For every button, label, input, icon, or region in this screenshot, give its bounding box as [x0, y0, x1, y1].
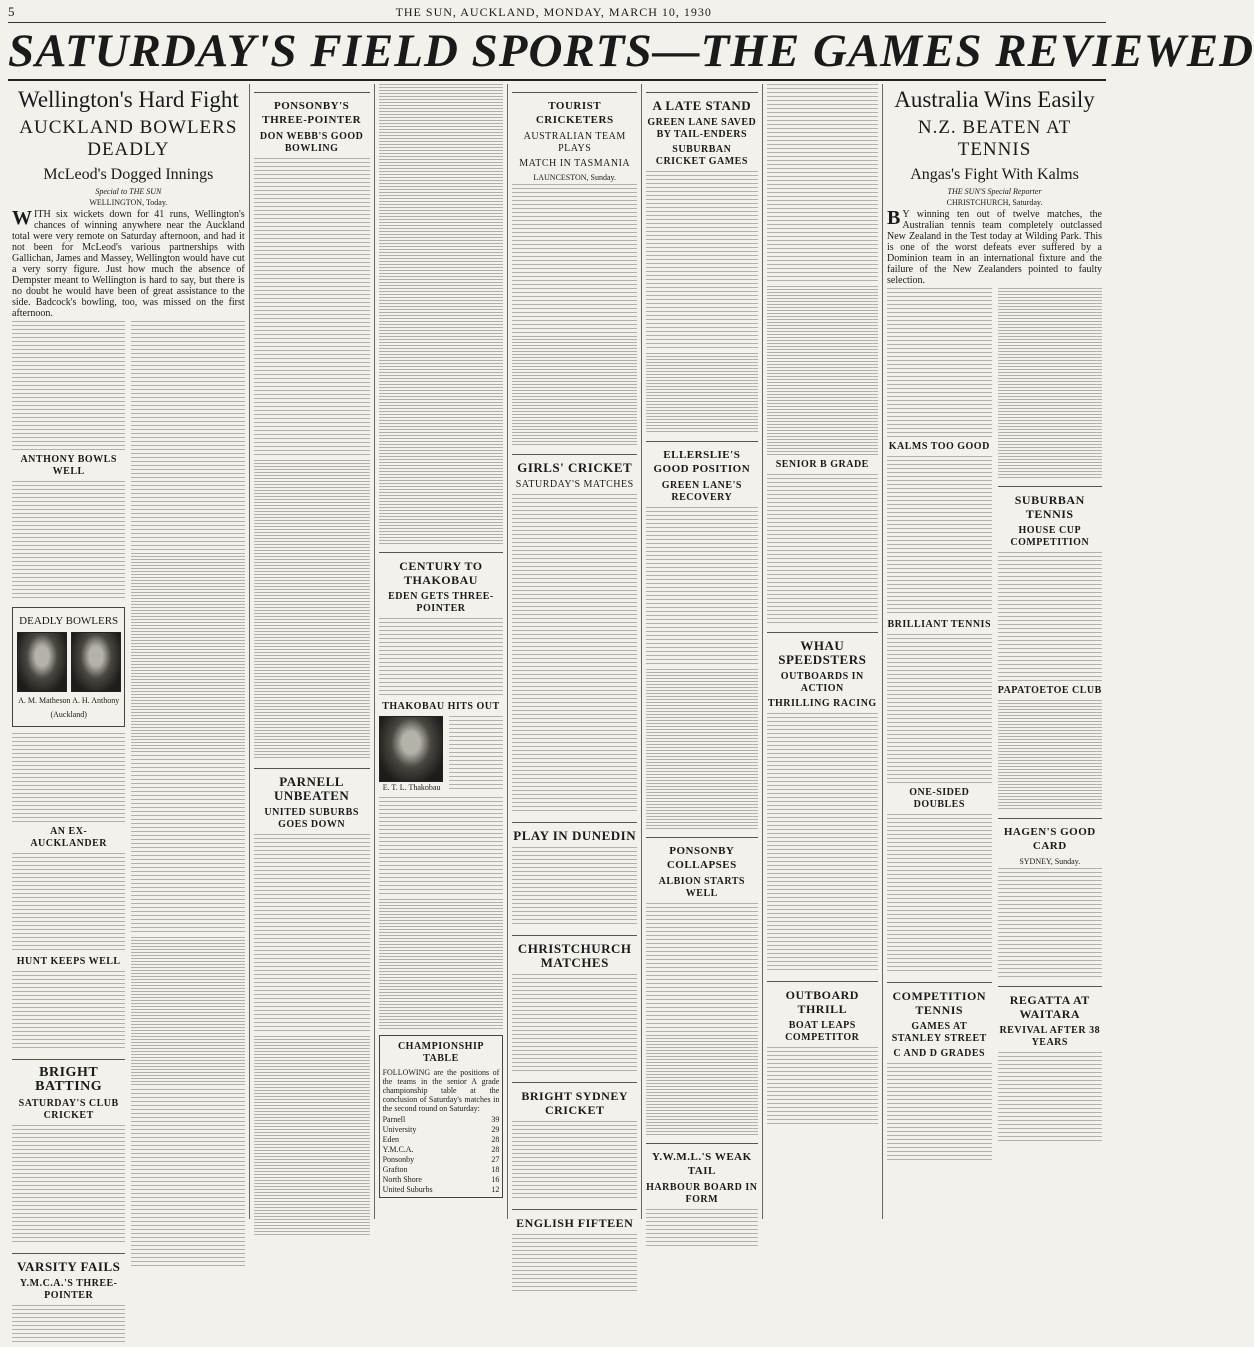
photo-caption: A. M. Matheson A. H. Anthony	[18, 696, 120, 705]
deck-club-cricket: SATURDAY'S CLUB CRICKET	[18, 1098, 119, 1121]
masthead	[8, 4, 1106, 23]
body-text	[12, 1125, 125, 1245]
score-table	[379, 84, 504, 544]
subhead-kalms: KALMS TOO GOOD	[888, 441, 990, 452]
team-points: 12	[491, 1185, 500, 1194]
column-wellington	[8, 84, 250, 1301]
deck-saturday: SATURDAY'S MATCHES	[515, 479, 634, 490]
body-text	[12, 971, 125, 1051]
body-text	[646, 171, 757, 351]
body-text	[131, 321, 244, 551]
column-ponsonby	[250, 84, 375, 1219]
team-name: North Shore	[382, 1175, 422, 1184]
headline-english-fifteen: ENGLISH FIFTEEN	[512, 1209, 637, 1230]
deck-boat-leaps: BOAT LEAPS COMPETITOR	[785, 1020, 860, 1043]
body-text	[512, 184, 637, 334]
body-text	[12, 1305, 125, 1345]
team-points: 27	[491, 1155, 500, 1164]
deck-harbour-board: HARBOUR BOARD IN FORM	[646, 1182, 758, 1205]
score-table	[131, 553, 244, 753]
dateline: SYDNEY, Sunday.	[1019, 857, 1081, 866]
championship-intro: FOLLOWING are the positions of the teams in the senior A grade championship table at the conclusion of Saturday's matches in the second round on Saturday:	[382, 1068, 500, 1113]
body-text	[254, 158, 370, 458]
deck-nz-beaten: N.Z. BEATEN AT TENNIS	[917, 117, 1072, 160]
table-row	[383, 1175, 500, 1185]
score-table	[646, 669, 757, 829]
body-text	[131, 755, 244, 935]
body-text	[887, 634, 992, 784]
score-table	[646, 1035, 757, 1135]
subhead-thakobau-hits: THAKOBAU HITS OUT	[382, 701, 500, 712]
column-suburban	[642, 84, 762, 1219]
body-text	[998, 868, 1103, 978]
score-table	[767, 286, 878, 456]
subhead-ex-aucklander: AN EX-AUCKLANDER	[30, 826, 107, 849]
headline-hagen: HAGEN'S GOOD CARD	[998, 818, 1103, 853]
table-row	[383, 1115, 500, 1125]
deck-don-webb: DON WEBB'S GOOD BOWLING	[259, 131, 364, 154]
deck-green-lane-recovery: GREEN LANE'S RECOVERY	[661, 480, 742, 503]
dateline: LAUNCESTON, Sunday.	[533, 173, 617, 182]
team-name: Ponsonby	[382, 1155, 415, 1164]
deck-auckland-bowlers: AUCKLAND BOWLERS DEADLY	[19, 117, 238, 160]
body-text	[646, 1209, 757, 1249]
headline-late-stand: A LATE STAND	[646, 92, 757, 113]
dateline: CHRISTCHURCH, Saturday.	[946, 198, 1043, 207]
table-row	[383, 1185, 500, 1195]
score-table	[131, 937, 244, 1087]
team-points: 18	[491, 1165, 500, 1174]
deck-green-lane: GREEN LANE SAVED BY TAIL-ENDERS	[647, 117, 757, 140]
body-text	[646, 903, 757, 1033]
headline-dunedin: PLAY IN DUNEDIN	[512, 822, 637, 843]
deck-tasmania: MATCH IN TASMANIA	[519, 158, 631, 169]
photo-box	[12, 607, 125, 727]
headline-varsity-fails: VARSITY FAILS	[12, 1253, 125, 1274]
subhead-doubles: ONE-SIDED DOUBLES	[909, 787, 970, 810]
body-text	[379, 797, 504, 897]
photo-title: DEADLY BOWLERS	[19, 615, 119, 627]
headline-papatoetoe: PAPATOETOE CLUB	[997, 685, 1102, 696]
body-text	[12, 733, 125, 823]
headline-wellington: Wellington's Hard Fight	[17, 87, 239, 112]
deck-suburban: SUBURBAN CRICKET GAMES	[655, 144, 748, 167]
team-name: Grafton	[382, 1165, 408, 1174]
body-text	[998, 552, 1103, 682]
headline-ponsonby: PONSONBY'S THREE-POINTER	[254, 92, 370, 127]
body-text	[512, 1234, 637, 1294]
deck-albion: ALBION STARTS WELL	[658, 876, 745, 899]
column-tennis	[883, 84, 1106, 1219]
headline-regatta: REGATTA AT WAITARA	[998, 986, 1103, 1021]
deck-revival: REVIVAL AFTER 38 YEARS	[999, 1025, 1101, 1048]
lede-paragraph	[12, 209, 245, 319]
deck-australian: AUSTRALIAN TEAM PLAYS	[523, 131, 626, 154]
headline-bright-batting: BRIGHT BATTING	[12, 1059, 125, 1094]
team-name: Parnell	[382, 1115, 406, 1124]
deck-thrilling: THRILLING RACING	[767, 698, 877, 709]
body-text	[12, 321, 125, 451]
photo-caption: E. T. L. Thakobau	[382, 783, 441, 792]
table-row	[383, 1155, 500, 1165]
team-points: 28	[491, 1135, 500, 1144]
deck-outboards: OUTBOARDS IN ACTION	[780, 671, 864, 694]
body-text	[512, 847, 637, 927]
table-row	[383, 1135, 500, 1145]
headline-sydney: BRIGHT SYDNEY CRICKET	[512, 1082, 637, 1117]
photo	[16, 632, 121, 692]
body-text	[646, 507, 757, 667]
body-text	[998, 1052, 1103, 1142]
portrait-image	[71, 632, 121, 692]
team-name: University	[382, 1125, 417, 1134]
body-text	[512, 974, 637, 1074]
team-name: United Suburbs	[382, 1185, 433, 1194]
body-text	[131, 1089, 244, 1269]
byline: THE SUN'S Special Reporter	[947, 187, 1042, 196]
deck-angas: Angas's Fight With Kalms	[910, 166, 1079, 183]
team-name: Y.M.C.A.	[382, 1145, 414, 1154]
portrait-image	[379, 716, 443, 782]
body-text	[12, 853, 125, 953]
body-text	[254, 834, 370, 1034]
table-row	[383, 1125, 500, 1135]
dateline: WELLINGTON, Today.	[89, 198, 168, 207]
drop-cap: B	[887, 207, 901, 229]
subhead-brilliant: BRILLIANT TENNIS	[887, 619, 992, 630]
column-whau	[763, 84, 883, 1219]
headline-parnell: PARNELL UNBEATEN	[254, 768, 370, 803]
page-number: 5	[8, 4, 16, 19]
deck-ymca: Y.M.C.A.'S THREE-POINTER	[19, 1278, 118, 1301]
body-text	[767, 84, 878, 284]
body-text	[887, 288, 992, 438]
headline-whau: WHAU SPEEDSTERS	[767, 632, 878, 667]
deck-mcleod: McLeod's Dogged Innings	[43, 166, 214, 183]
table-row	[383, 1145, 500, 1155]
body-text	[379, 618, 504, 698]
headline-girls-cricket: GIRLS' CRICKET	[512, 454, 637, 475]
score-table	[254, 460, 370, 760]
headline-competition-tennis: COMPETITION TENNIS	[887, 982, 992, 1017]
deck-grades: C AND D GRADES	[893, 1048, 986, 1059]
subhead-hunt: HUNT KEEPS WELL	[16, 956, 121, 967]
masthead-dateline: THE SUN, AUCKLAND, MONDAY, MARCH 10, 1930	[395, 5, 712, 19]
headline-tourist: TOURIST CRICKETERS	[512, 92, 637, 127]
team-points: 28	[491, 1145, 500, 1154]
body-text	[887, 1063, 992, 1163]
team-name: Eden	[382, 1135, 400, 1144]
headline-outboard-thrill: OUTBOARD THRILL	[767, 981, 878, 1016]
column-tourists	[508, 84, 642, 1230]
lede-text: ITH six wickets down for 41 runs, Wellington's chances of winning anywhere near the Auckland total were very remote on Saturday afternoon, and had it not been for McLeod's various partnerships with Gallichan, James and Massey, Wellington would have cut a very sorry figure. Just how much the absence of Dempster meant to Wellington is hard to say, but there is no doubt he would have been of great assistance to the side. Badcock's bowling, too, was missed on the first afternoon.	[12, 209, 245, 319]
body-text	[887, 456, 992, 616]
byline: Special to THE SUN	[95, 187, 162, 196]
team-points: 29	[491, 1125, 500, 1134]
score-table	[512, 336, 637, 446]
deck-united-suburbs: UNITED SUBURBS GOES DOWN	[264, 807, 359, 830]
portrait-image	[17, 632, 67, 692]
body-text	[887, 814, 992, 974]
page-banner: SATURDAY'S FIELD SPORTS—THE GAMES REVIEWED	[8, 23, 1106, 81]
lede-text: Y winning ten out of twelve matches, the Australian tennis team completely outclassed New Zealand in the Test today at Wilding Park. This is one of the worst defeats ever suffered by a Dominion team in an international fixture and the failure of the New Zealanders pointed to faulty selection.	[887, 209, 1102, 286]
body-text	[512, 1121, 637, 1201]
score-table	[998, 700, 1103, 810]
body-text	[12, 481, 125, 601]
subhead-senior-b: SENIOR B GRADE	[775, 459, 869, 470]
deck-stanley-street: GAMES AT STANLEY STREET	[891, 1021, 987, 1044]
subhead-anthony: ANTHONY BOWLS WELL	[20, 454, 117, 477]
championship-title: CHAMPIONSHIP TABLE	[397, 1041, 484, 1064]
team-points: 39	[491, 1115, 500, 1124]
deck-house-cup: HOUSE CUP COMPETITION	[1010, 525, 1090, 548]
column-thakobau	[375, 84, 509, 1219]
lede-paragraph	[887, 209, 1102, 286]
drop-cap: W	[12, 207, 32, 229]
score-table	[379, 899, 504, 1029]
championship-table-box	[379, 1035, 504, 1198]
score-table	[998, 288, 1103, 478]
championship-table	[383, 1115, 500, 1195]
headline-ywml: Y.W.M.L.'S WEAK TAIL	[646, 1143, 757, 1178]
columns	[8, 84, 1106, 1301]
headline-thakobau: CENTURY TO THAKOBAU	[379, 552, 504, 587]
body-text	[767, 1047, 878, 1127]
photo-caption-sub: (Auckland)	[50, 710, 87, 719]
headline-christchurch: CHRISTCHURCH MATCHES	[512, 935, 637, 970]
headline-australia: Australia Wins Easily	[894, 87, 1095, 112]
table-row	[383, 1165, 500, 1175]
body-text	[449, 716, 504, 792]
team-points: 16	[491, 1175, 500, 1184]
headline-ponsonby-collapses: PONSONBY COLLAPSES	[646, 837, 757, 872]
body-text	[767, 474, 878, 624]
score-table	[646, 353, 757, 433]
body-text	[512, 494, 637, 814]
headline-suburban-tennis: SUBURBAN TENNIS	[998, 486, 1103, 521]
deck-eden: EDEN GETS THREE-POINTER	[388, 591, 494, 614]
body-text	[767, 713, 878, 973]
score-table	[254, 1036, 370, 1236]
headline-ellerslie: ELLERSLIE'S GOOD POSITION	[646, 441, 757, 476]
